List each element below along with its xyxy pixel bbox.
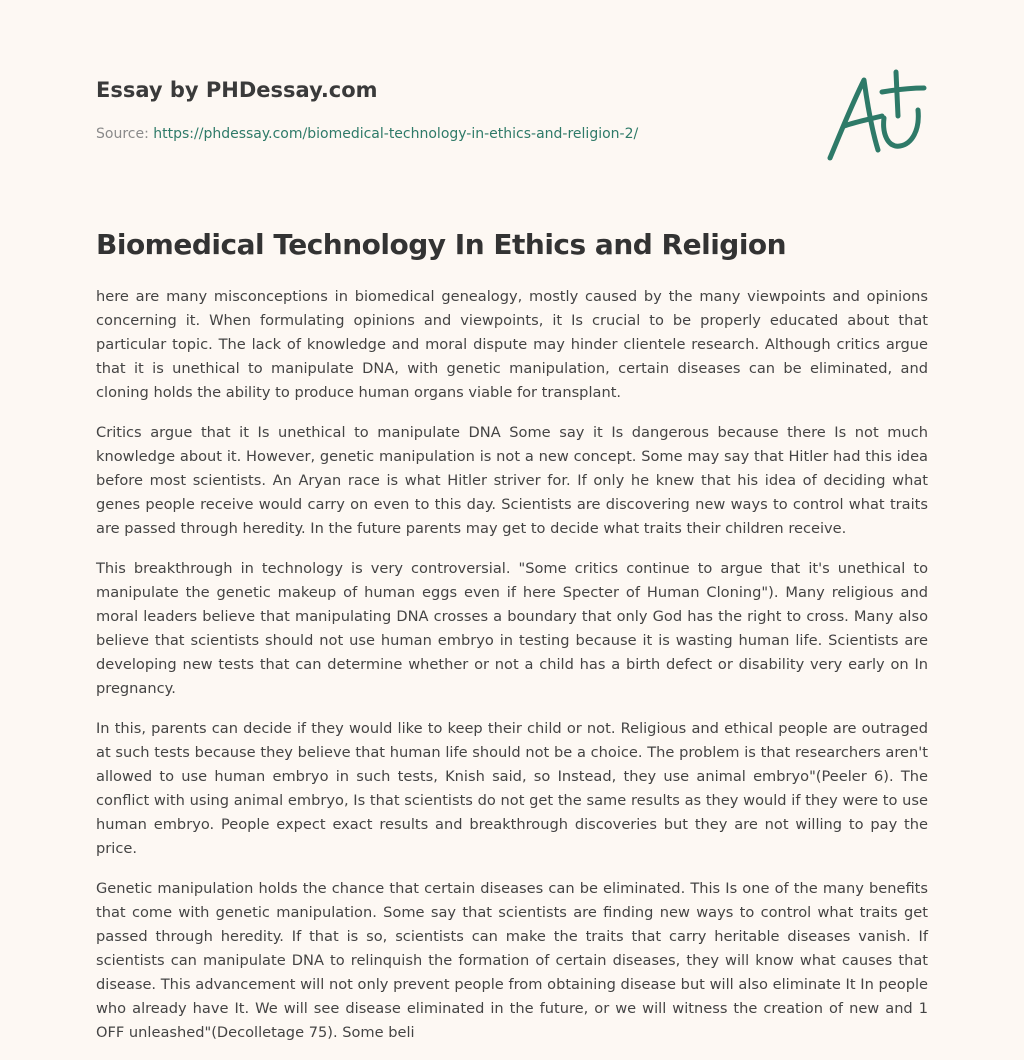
source-line: [96, 124, 796, 144]
a-plus-logo-icon: [820, 64, 930, 164]
source-link[interactable]: https://phdessay.com/biomedical-technology-in-ethics-and-religion-2/: [153, 126, 639, 142]
essay-paragraph: here are many misconceptions in biomedical genealogy, mostly caused by the many viewpoints and opinions concerning it. When formulating opinions and viewpoints, it Is crucial to be properly educated about that particular topic. The lack of knowledge and moral dispute may hinder clientele research. Although critics argue that it is unethical to manipulate DNA, with genetic manipulation, certain diseases can be eliminated, and cloning holds the ability to produce human organs viable for transplant.: [96, 288, 928, 401]
essay-paragraph: Genetic manipulation holds the chance that certain diseases can be eliminated. This Is one of the many benefits that come with genetic manipulation. Some say that scientists are finding new ways to control what traits get passed through heredity. If that is so, scientists can make the traits that carry heritable diseases vanish. If scientists can manipulate DNA to relinquish the formation of certain diseases, they will know what causes that disease. This advancement will not only prevent people from obtaining disease but will also eliminate It In people who already have It. We will see disease eliminated in the future, or we will witness the creation of new and 1 OFF unleashed"(Decolletage 75). Some beli: [96, 880, 928, 1041]
essay-title: Biomedical Technology In Ethics and Religion: [96, 228, 787, 261]
source-label: Source:: [96, 126, 154, 142]
essay-body: [96, 285, 928, 1060]
essay-paragraph: Critics argue that it Is unethical to manipulate DNA Some say it Is dangerous because there Is not much knowledge about it. However, genetic manipulation is not a new concept. Some may say that Hitler had this idea before most scientists. An Aryan race is what Hitler striver for. If only he knew that his idea of deciding what genes people receive would carry on even to this day. Scientists are discovering new ways to control what traits are passed through heredity. In the future parents may get to decide what traits their children receive.: [96, 424, 928, 537]
essay-paragraph: In this, parents can decide if they would like to keep their child or not. Religious and ethical people are outraged at such tests because they believe that human life should not be a choice. The problem is that researchers aren't allowed to use human embryo in such tests, Knish said, so Instead, they use animal embryo"(Peeler 6). The conflict with using animal embryo, Is that scientists do not get the same results as they would if they were to use human embryo. People expect exact results and breakthrough discoveries but they are not willing to pay the price.: [96, 720, 928, 857]
essay-header: [96, 76, 796, 144]
brand-title: Essay by PHDessay.com: [96, 78, 378, 102]
essay-paragraph: This breakthrough in technology is very controversial. "Some critics continue to argue that it's unethical to manipulate the genetic makeup of human eggs even if here Specter of Human Cloning"). Many religious and moral leaders believe that manipulating DNA crosses a boundary that only God has the right to cross. Many also believe that scientists should not use human embryo in testing because it is wasting human life. Scientists are developing new tests that can determine whether or not a child has a birth defect or disability very early on In pregnancy.: [96, 560, 928, 697]
